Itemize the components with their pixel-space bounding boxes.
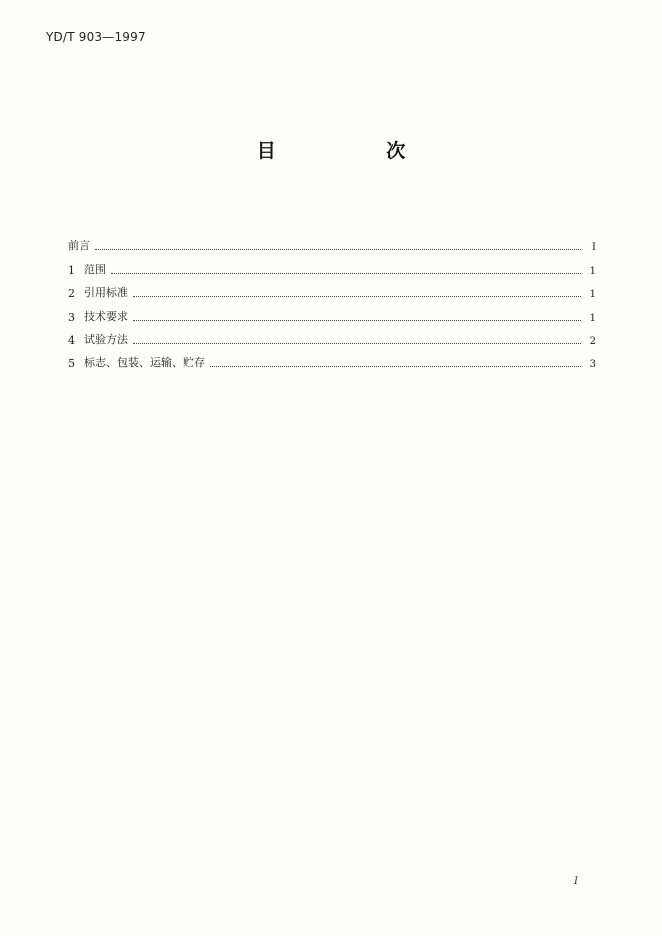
toc-entry-page: 1 — [589, 312, 596, 324]
toc-leader-dots — [133, 343, 581, 344]
toc-entry-scope[interactable] — [68, 253, 596, 276]
toc-leader-dots — [133, 320, 581, 321]
toc-entry-label: 标志、包装、运输、贮存 — [84, 356, 205, 370]
table-of-contents — [68, 230, 596, 370]
toc-entry-number: 3 — [68, 310, 75, 324]
toc-entry-test-methods[interactable] — [68, 324, 596, 347]
toc-entry-number: 4 — [68, 333, 75, 347]
toc-entry-number: 1 — [68, 263, 75, 277]
toc-entry-technical-requirements[interactable] — [68, 300, 596, 323]
standard-code: YD/T 903—1997 — [46, 30, 146, 44]
toc-leader-dots — [111, 273, 581, 274]
toc-entry-page: 3 — [589, 359, 596, 371]
toc-entry-page: 1 — [589, 265, 596, 277]
toc-entry-label: 试验方法 — [84, 332, 128, 346]
page-number: I — [574, 876, 578, 887]
toc-entry-page: Ⅰ — [592, 242, 596, 254]
toc-entry-number: 5 — [68, 357, 75, 371]
toc-leader-dots — [133, 296, 581, 297]
toc-leader-dots — [210, 366, 581, 367]
toc-entry-label: 技术要求 — [84, 309, 128, 323]
toc-entry-page: 1 — [589, 289, 596, 301]
toc-entry-label: 前言 — [68, 239, 90, 253]
toc-leader-dots — [95, 249, 581, 250]
toc-entry-label: 范围 — [84, 262, 106, 276]
toc-entry-page: 2 — [589, 335, 596, 347]
toc-entry-foreword[interactable] — [68, 230, 596, 253]
toc-entry-marking-packaging[interactable] — [68, 347, 596, 370]
toc-entry-number: 2 — [68, 287, 75, 301]
toc-entry-label: 引用标准 — [84, 286, 128, 300]
page-title: 目 次 — [256, 140, 458, 162]
toc-entry-normative-references[interactable] — [68, 277, 596, 300]
